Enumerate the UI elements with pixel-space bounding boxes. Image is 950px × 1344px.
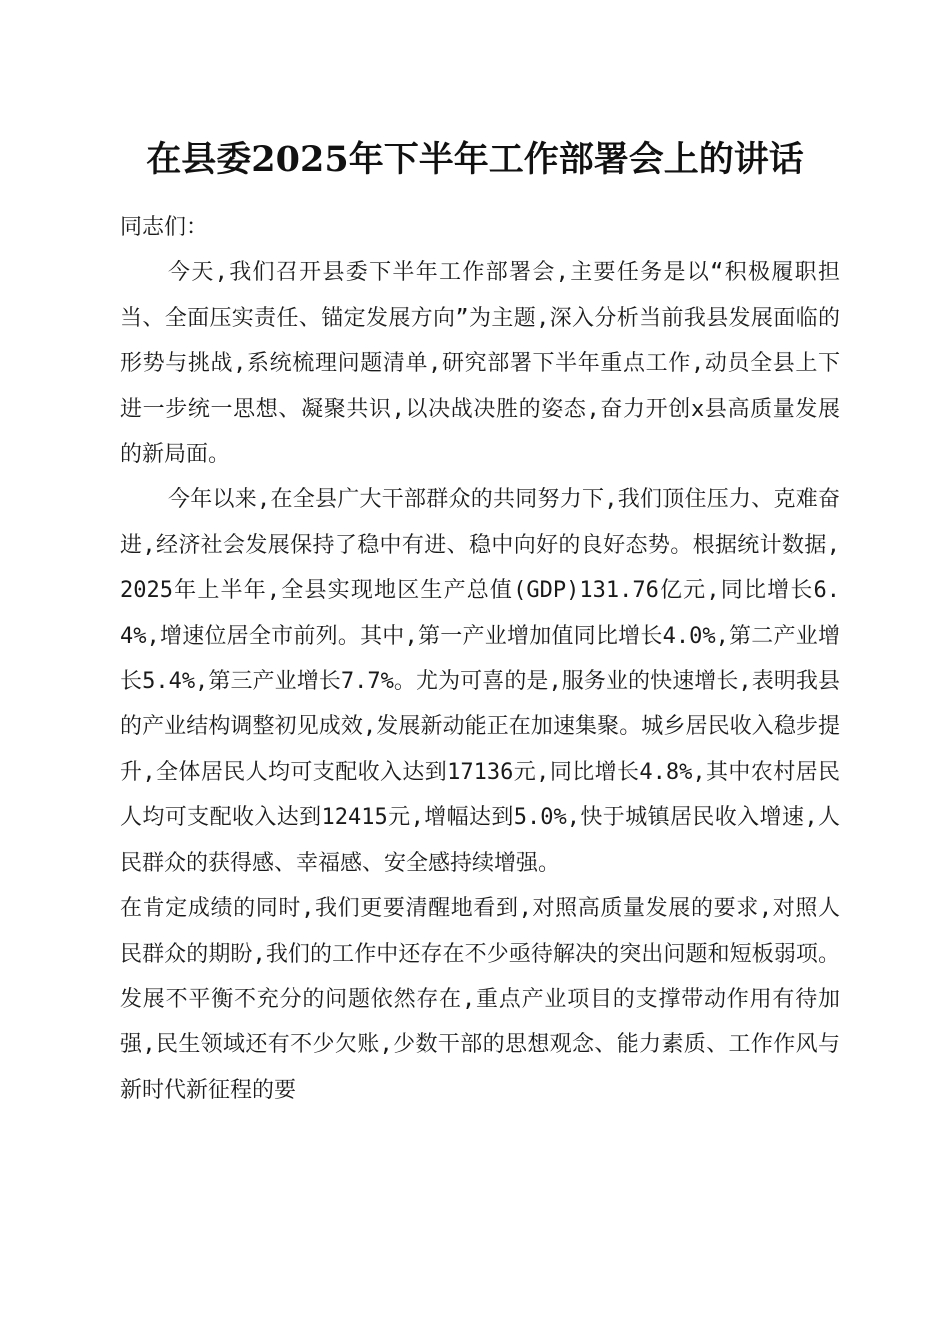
paragraph-problems: 在肯定成绩的同时,我们更要清醒地看到,对照高质量发展的要求,对照人民群众的期盼,我们的工作中还存在不少亟待解决的突出问题和短板弱项。发展不平衡不充分的问题依然存在,重点产业项目的支撑带动作用有待加强,民生领域还有不少欠账,少数干部的思想观念、能力素质、工作作风与新时代新征程的要 [120,896,840,1103]
document-body [120,205,840,1113]
paragraph-achievements: 今年以来,在全县广大干部群众的共同努力下,我们顶住压力、克难奋进,经济社会发展保持了稳中有进、稳中向好的良好态势。根据统计数据,2025年上半年,全县实现地区生产总值(GDP)131.76亿元,同比增长6.4%,增速位居全市前列。其中,第一产业增加值同比增长4.0%,第二产业增长5.4%,第三产业增长7.7%。尤为可喜的是,服务业的快速增长,表明我县的产业结构调整初见成效,发展新动能正在加速集聚。城乡居民收入稳步提升,全体居民人均可支配收入达到17136元,同比增长4.8%,其中农村居民人均可支配收入达到12415元,增幅达到5.0%,快于城镇居民收入增速,人民群众的获得感、幸福感、安全感持续增强。 [120,487,840,876]
salutation: 同志们： [120,215,209,240]
paragraph-opening: 今天,我们召开县委下半年工作部署会,主要任务是以“积极履职担当、全面压实责任、锚定发展方向”为主题,深入分析当前我县发展面临的形势与挑战,系统梳理问题清单,研究部署下半年重点工作,动员全县上下进一步统一思想、凝聚共识,以决战决胜的姿态,奋力开创x县高质量发展的新局面。 [120,260,840,468]
document-title: 在县委2025年下半年工作部署会上的讲话 [146,139,804,180]
